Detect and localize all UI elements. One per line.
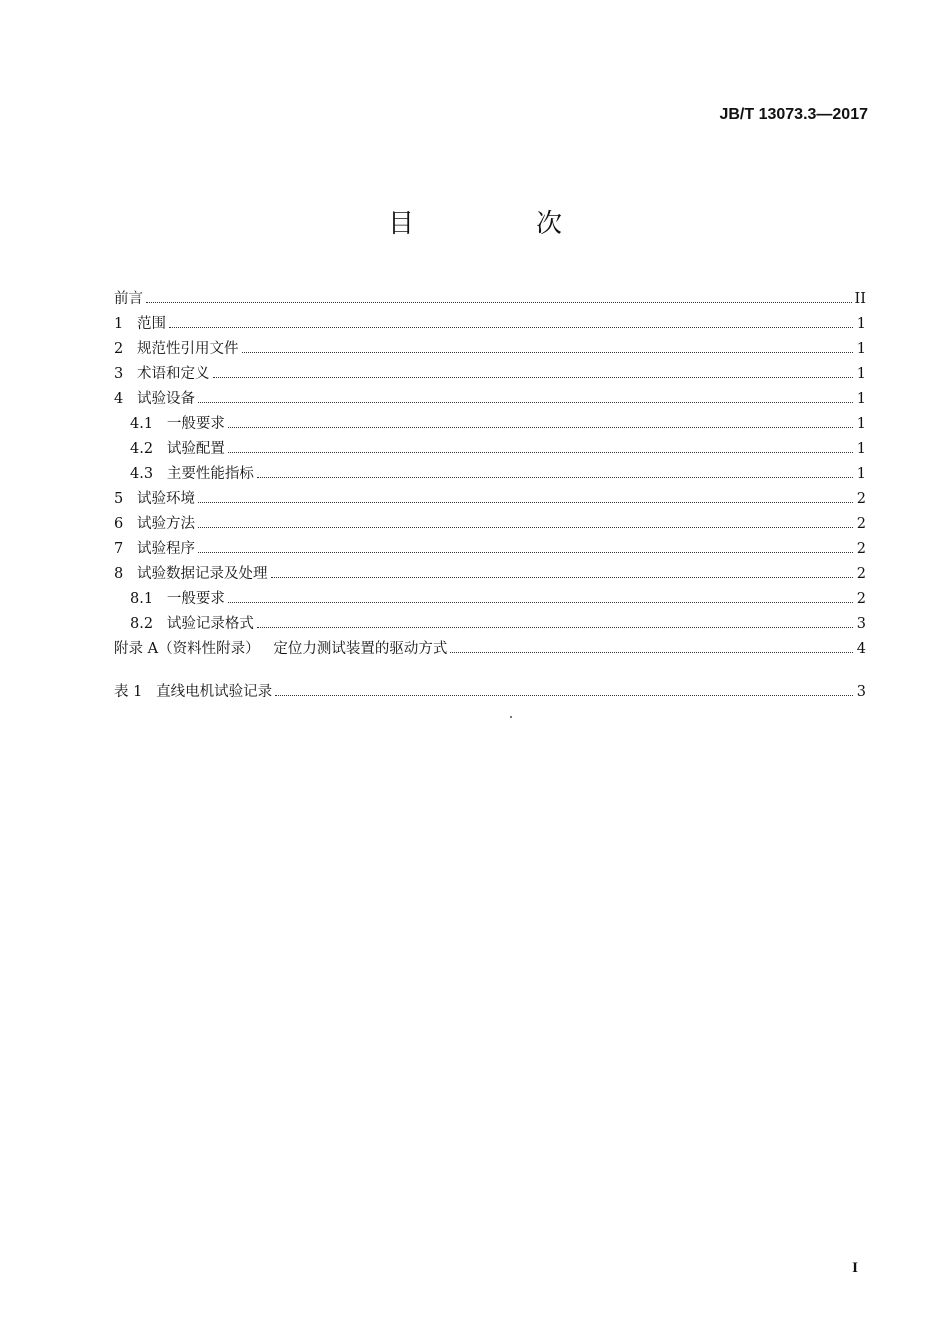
toc-entry-label: 4.3 主要性能指标 — [130, 466, 254, 482]
dot-leader — [257, 627, 853, 628]
table-of-contents — [114, 283, 866, 701]
toc-entry-page: 1 — [856, 416, 866, 432]
toc-entry-4-3[interactable] — [114, 458, 866, 483]
toc-entry-label: 8.2 试验记录格式 — [130, 616, 254, 632]
dot-leader — [275, 695, 853, 696]
page-number: I — [852, 1260, 858, 1276]
dot-leader — [198, 552, 853, 553]
toc-entry-annex-a[interactable] — [114, 633, 866, 658]
toc-entry-label: 8 试验数据记录及处理 — [114, 566, 268, 582]
toc-entry-terms-definitions[interactable] — [114, 358, 866, 383]
toc-entry-test-procedure[interactable] — [114, 533, 866, 558]
toc-entry-scope[interactable] — [114, 308, 866, 333]
dot-leader — [198, 402, 853, 403]
toc-entry-page: 2 — [856, 491, 866, 507]
dot-leader — [198, 527, 853, 528]
toc-entry-4-1[interactable] — [114, 408, 866, 433]
toc-entry-table-1[interactable] — [114, 676, 866, 701]
toc-entry-page: 2 — [856, 566, 866, 582]
toc-entry-data-recording[interactable] — [114, 558, 866, 583]
toc-entry-label: 4.2 试验配置 — [130, 441, 225, 457]
dot-leader — [228, 452, 853, 453]
dot-leader — [169, 327, 853, 328]
toc-entry-page: 1 — [856, 316, 866, 332]
toc-entry-page: 1 — [856, 366, 866, 382]
dot-leader — [228, 602, 853, 603]
toc-entry-test-environment[interactable] — [114, 483, 866, 508]
toc-entry-page: 4 — [856, 641, 866, 657]
toc-entry-label: 1 范围 — [114, 316, 167, 332]
toc-entry-page: 3 — [856, 616, 866, 632]
toc-entry-label: 8.1 一般要求 — [130, 591, 225, 607]
toc-entry-page: 1 — [856, 466, 866, 482]
toc-entry-normative-references[interactable] — [114, 333, 866, 358]
toc-entry-page: 1 — [856, 391, 866, 407]
toc-entry-label: 表 1 直线电机试验记录 — [114, 684, 273, 700]
toc-entry-page: 1 — [856, 441, 866, 457]
dot-leader — [198, 502, 853, 503]
toc-entry-page: II — [854, 291, 866, 307]
toc-entry-label: 6 试验方法 — [114, 516, 196, 532]
dot-leader — [146, 302, 852, 303]
toc-entry-8-2[interactable] — [114, 608, 866, 633]
toc-entry-label: 4.1 一般要求 — [130, 416, 225, 432]
toc-entry-test-equipment[interactable] — [114, 383, 866, 408]
dot-leader — [213, 377, 853, 378]
toc-entry-foreword[interactable] — [114, 283, 866, 308]
toc-entry-label: 7 试验程序 — [114, 541, 196, 557]
toc-entry-page: 1 — [856, 341, 866, 357]
toc-entry-page: 2 — [856, 541, 866, 557]
toc-entry-page: 2 — [856, 591, 866, 607]
page-title: 目 次 — [387, 209, 610, 239]
section-gap — [114, 658, 866, 676]
dot-leader — [271, 577, 853, 578]
toc-entry-8-1[interactable] — [114, 583, 866, 608]
toc-entry-label: 4 试验设备 — [114, 391, 196, 407]
toc-entry-test-method[interactable] — [114, 508, 866, 533]
dot-leader — [257, 477, 853, 478]
toc-entry-label: 5 试验环境 — [114, 491, 196, 507]
toc-entry-page: 2 — [856, 516, 866, 532]
toc-entry-label: 附录 A（资料性附录） 定位力测试装置的驱动方式 — [114, 641, 448, 657]
scan-speck — [510, 716, 512, 718]
toc-entry-label: 2 规范性引用文件 — [114, 341, 239, 357]
toc-entry-page: 3 — [856, 684, 866, 700]
toc-entry-label: 前言 — [114, 291, 143, 307]
standard-code: JB/T 13073.3—2017 — [719, 106, 868, 123]
toc-entry-label: 3 术语和定义 — [114, 366, 210, 382]
toc-entry-4-2[interactable] — [114, 433, 866, 458]
dot-leader — [242, 352, 853, 353]
dot-leader — [450, 652, 853, 653]
dot-leader — [228, 427, 853, 428]
